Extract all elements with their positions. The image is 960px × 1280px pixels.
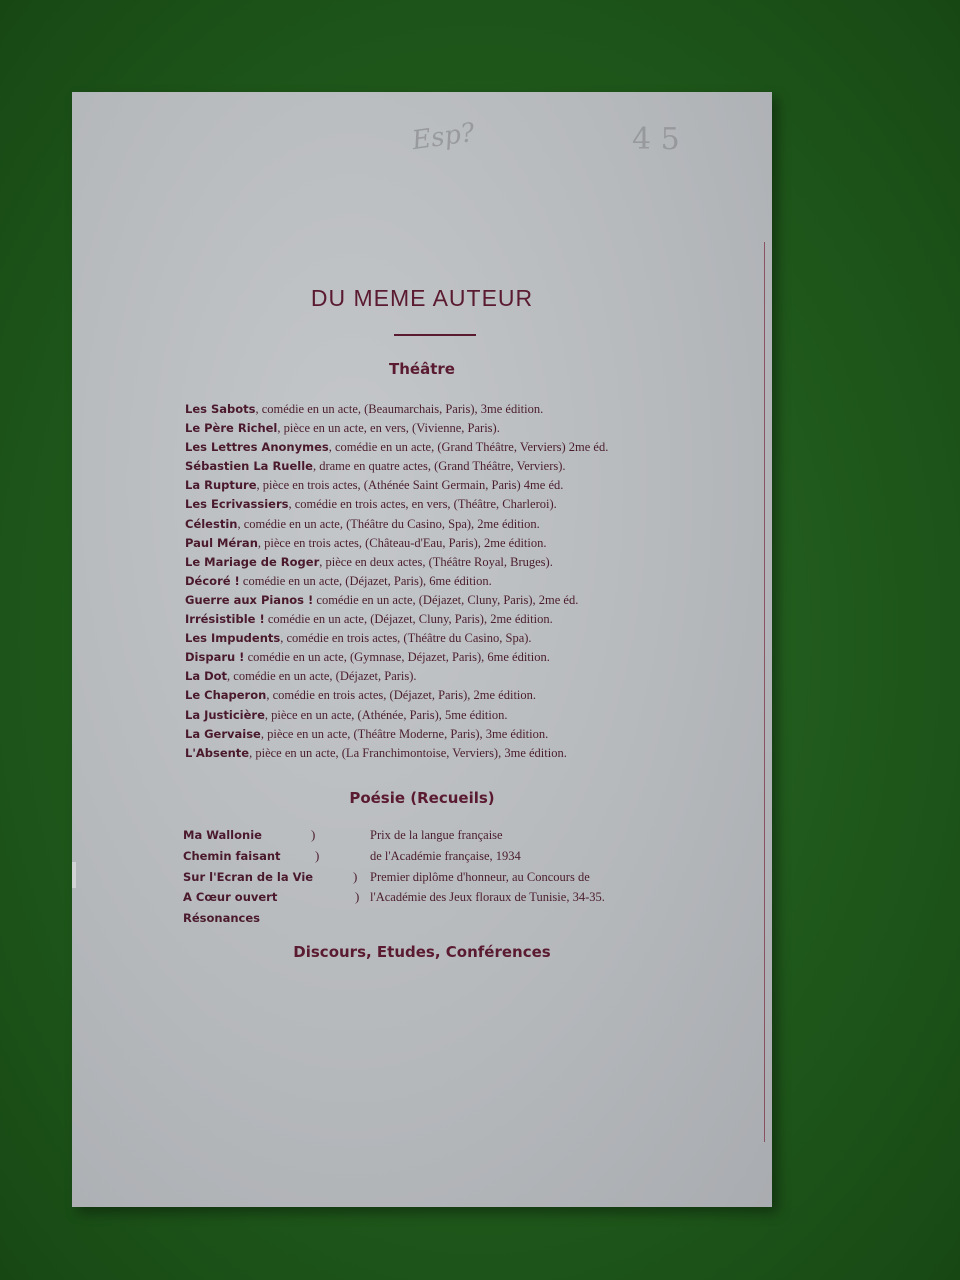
play-description: , pièce en un acte, en vers, (Vivienne, Paris).: [277, 421, 500, 436]
play-title: Les Sabots: [185, 402, 256, 416]
play-entry: [185, 515, 765, 534]
play-description: , drame en quatre actes, (Grand Théâtre, Verviers).: [312, 459, 566, 474]
play-title: L'Absente: [185, 745, 250, 760]
prize-line: Prix de la langue française: [370, 828, 503, 842]
play-description: , comédie en un acte, (Beaumarchais, Paris), 3me édition.: [255, 402, 544, 416]
play-description: , pièce en trois actes, (Athénée Saint Germain, Paris) 4me éd.: [256, 478, 564, 493]
bracket: ): [353, 868, 358, 884]
play-title: Le Chaperon: [185, 688, 267, 703]
prize-line: l'Académie des Jeux floraux de Tunisie, 34-35.: [370, 890, 605, 905]
discours-heading: Discours, Etudes, Conférences: [293, 943, 551, 961]
play-description: , pièce en un acte, (Théâtre Moderne, Paris), 3me édition.: [260, 726, 549, 741]
play-entry: [185, 667, 765, 686]
play-entry: [185, 610, 765, 629]
plays-list: [185, 400, 765, 763]
bracket: ): [311, 827, 316, 842]
play-title: Célestin: [185, 516, 238, 531]
play-description: , comédie en trois actes, en vers, (Théâtre, Charleroi).: [288, 497, 557, 512]
play-description: , comédie en un acte, (Déjazet, Paris).: [227, 669, 417, 684]
poetry-title: Résonances: [183, 911, 260, 926]
binding-thread: [72, 862, 76, 888]
bracket: ): [315, 847, 320, 863]
play-entry: [185, 648, 765, 667]
play-title: Le Père Richel: [185, 421, 278, 436]
play-description: comédie en un acte, (Déjazet, Paris), 6me édition.: [239, 573, 492, 588]
poetry-title: Chemin faisant: [183, 848, 281, 863]
play-title: Les Impudents: [185, 631, 281, 646]
poetry-title: Sur l'Ecran de la Vie: [183, 869, 314, 884]
title-rule: [394, 334, 476, 336]
play-description: , pièce en deux actes, (Théâtre Royal, Bruges).: [319, 554, 553, 569]
play-entry: [185, 572, 765, 591]
prize-line: de l'Académie française, 1934: [370, 848, 521, 863]
play-entry: [185, 438, 765, 457]
play-description: , pièce en un acte, (La Franchimontoise, Verviers), 3me édition.: [249, 745, 567, 760]
play-description: , pièce en un acte, (Athénée, Paris), 5me édition.: [264, 707, 508, 722]
poetry-prizes-list: [370, 825, 690, 908]
play-title: Irrésistible !: [185, 612, 265, 627]
play-entry: [185, 591, 765, 610]
pencil-mark-left: Esp?: [410, 117, 477, 157]
play-title: Sébastien La Ruelle: [185, 459, 313, 474]
play-description: comédie en un acte, (Gymnase, Déjazet, Paris), 6me édition.: [244, 650, 550, 665]
play-description: , comédie en un acte, (Théâtre du Casino, Spa), 2me édition.: [237, 516, 540, 531]
play-title: La Gervaise: [185, 726, 261, 741]
play-entry: [185, 629, 765, 648]
play-description: , pièce en trois actes, (Château-d'Eau, Paris), 2me édition.: [257, 535, 547, 550]
play-title: Disparu !: [185, 650, 245, 665]
play-entry: [185, 744, 765, 763]
play-description: comédie en un acte, (Déjazet, Cluny, Paris), 2me édition.: [264, 612, 553, 627]
play-entry: [185, 534, 765, 553]
play-entry: [185, 725, 765, 744]
play-entry: [185, 686, 765, 705]
play-title: Décoré !: [185, 573, 240, 588]
page-title: DU MEME AUTEUR: [310, 285, 534, 311]
poetry-heading: Poésie (Recueils): [349, 789, 495, 807]
poetry-title: A Cœur ouvert: [183, 890, 278, 905]
play-title: La Justicière: [185, 707, 265, 722]
play-entry: [185, 400, 765, 419]
play-entry: [185, 457, 765, 476]
theatre-heading: Théâtre: [389, 360, 455, 378]
play-title: La Dot: [185, 669, 228, 684]
play-title: Les Ecrivassiers: [185, 497, 289, 512]
book-back-cover: [72, 92, 772, 1207]
play-description: , comédie en un acte, (Grand Théâtre, Verviers) 2me éd.: [328, 440, 609, 455]
play-title: Le Mariage de Roger: [185, 554, 320, 569]
play-entry: [185, 476, 765, 495]
pencil-mark-right: 4 5: [632, 122, 680, 157]
poetry-title: Ma Wallonie: [183, 828, 262, 842]
play-title: Paul Méran: [185, 535, 258, 550]
play-description: , comédie en trois actes, (Théâtre du Casino, Spa).: [280, 631, 532, 646]
play-title: Guerre aux Pianos !: [185, 592, 314, 607]
play-title: Les Lettres Anonymes: [185, 440, 329, 455]
bracket: ): [355, 889, 360, 905]
play-entry: [185, 419, 765, 438]
play-description: comédie en un acte, (Déjazet, Cluny, Paris), 2me éd.: [313, 592, 579, 607]
play-entry: [185, 706, 765, 725]
play-entry: [185, 495, 765, 514]
play-entry: [185, 553, 765, 572]
prize-line: Premier diplôme d'honneur, au Concours de: [370, 869, 590, 884]
play-description: , comédie en trois actes, (Déjazet, Paris), 2me édition.: [266, 688, 537, 703]
play-title: La Rupture: [185, 478, 257, 493]
